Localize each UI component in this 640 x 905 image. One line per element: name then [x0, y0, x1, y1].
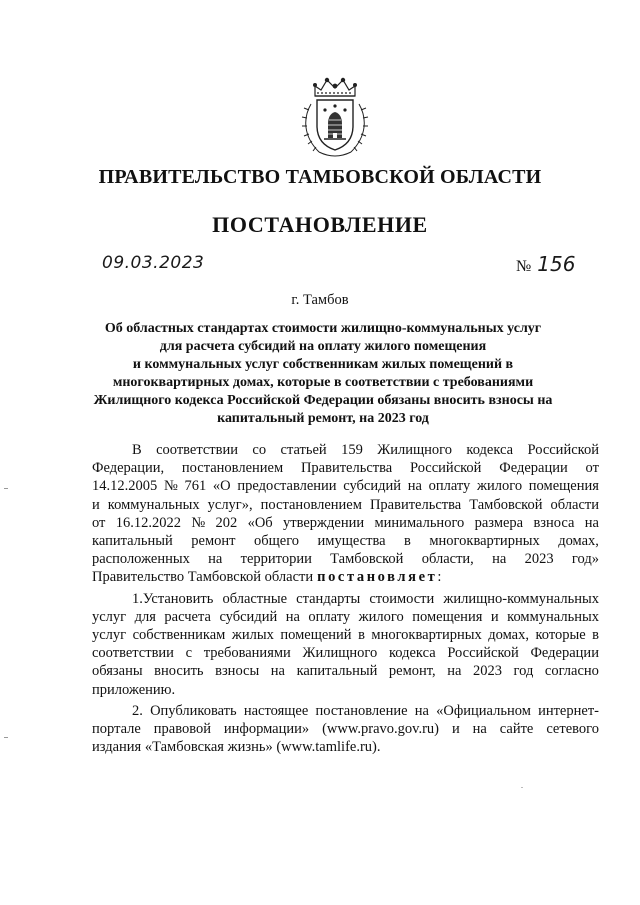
- subject-line: Об областных стандартах стоимости жилищно-коммунальных услуг: [104, 321, 542, 336]
- number-sign: №: [516, 258, 532, 275]
- body-line: портале правовой информации» (www.pravo.gov.ru) и на сайте сетевого: [92, 721, 599, 738]
- body-line: 1.Установить областные стандарты стоимости жилищно-коммунальных: [132, 590, 599, 607]
- scan-mark: [4, 737, 8, 738]
- scan-mark: [4, 488, 8, 489]
- subject-line: для расчета субсидий на оплату жилого помещения: [159, 339, 487, 354]
- document-subject: [88, 320, 558, 428]
- document-type-heading: ПОСТАНОВЛЕНИЕ: [212, 212, 428, 237]
- subject-line: капитальный ремонт, на 2023 год: [217, 411, 429, 426]
- city-line: г. Тамбов: [291, 292, 349, 308]
- body-line: 2. Опубликовать настоящее постановление на «Официальном интернет-: [132, 702, 599, 719]
- decree-word: постановляет: [317, 569, 438, 586]
- subject-line: и коммунальных услуг собственникам жилых помещений в: [132, 357, 514, 372]
- body-line: издания «Тамбовская жизнь» (www.tamlife.ru).: [92, 739, 381, 756]
- subject-line: Жилищного кодекса Российской Федерации обязаны вносить взносы на: [93, 393, 553, 408]
- handwritten-date: 09.03.2023: [102, 253, 205, 273]
- scan-speck: [521, 787, 523, 788]
- body-line: приложению.: [92, 681, 176, 698]
- government-title: ПРАВИТЕЛЬСТВО ТАМБОВСКОЙ ОБЛАСТИ: [98, 166, 542, 188]
- body-line: расположенных на территории Тамбовской области, на 2023 год»: [92, 551, 599, 568]
- document-number: [516, 252, 575, 276]
- decree-subject: Правительство Тамбовской области: [92, 569, 314, 586]
- body-line: и коммунальных услуг», постановлением Правительства Тамбовской области: [92, 496, 599, 513]
- handwritten-number: 156: [537, 252, 576, 276]
- decree-colon: :: [437, 569, 442, 586]
- body-line: 14.12.2005 № 761 «О предоставлении субсидий на оплату жилого помещения: [92, 478, 599, 495]
- body-line: соответствии с требованиями Жилищного кодекса Российской Федерации: [92, 645, 599, 662]
- body-line: В соответствии со статьей 159 Жилищного кодекса Российской: [132, 442, 599, 458]
- body-line: обязаны вносить взносы на капитальный ремонт, на 2023 год согласно: [92, 663, 599, 680]
- tambov-coat-of-arms-icon: [297, 74, 373, 160]
- body-line: Федерации, постановлением Правительства Российской Федерации от: [92, 460, 599, 477]
- subject-line: многоквартирных домах, которые в соответствии с требованиями: [112, 375, 534, 390]
- body-line: услуг собственникам жилых помещений в многоквартирных домах, которые в: [92, 627, 599, 644]
- body-line: капитальный ремонт общего имущества в многоквартирных домах,: [92, 533, 599, 550]
- body-line: услуг для расчета субсидий на оплату жилого помещения и коммунальных: [92, 608, 599, 625]
- document-body: [92, 441, 599, 756]
- body-line: от 16.12.2022 № 202 «Об утверждении минимального размера взноса на: [92, 514, 599, 531]
- decree-line: [92, 568, 599, 586]
